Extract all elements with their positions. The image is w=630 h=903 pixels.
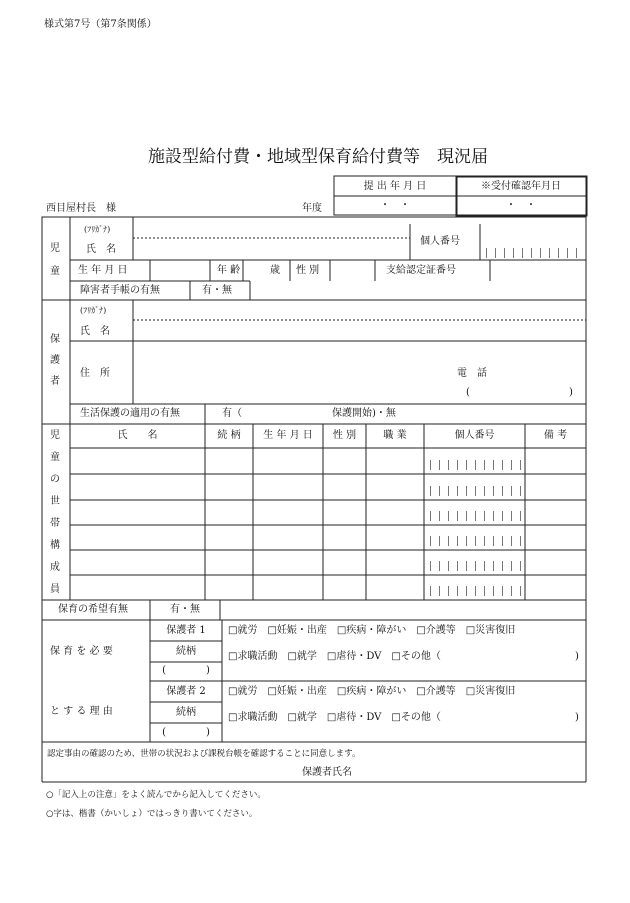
household-personal-number-field[interactable] — [430, 460, 529, 472]
guardian-name-label: 氏 名 — [80, 326, 110, 337]
child-name-field[interactable] — [134, 240, 409, 259]
guardian-furigana-field[interactable] — [134, 302, 584, 319]
child-age-unit: 歳 — [270, 265, 280, 276]
disability-card-choice[interactable]: 有・無 — [202, 285, 232, 296]
guardian-section-label-3: 者 — [50, 376, 60, 387]
child-furigana-field[interactable] — [134, 220, 409, 237]
household-personal-number-field[interactable] — [430, 561, 529, 573]
childcare-wish-label: 保育の希望有無 — [58, 604, 128, 615]
household-label-5: 帯 — [50, 518, 60, 529]
fiscal-year-label: 年度 — [302, 203, 322, 214]
consent-text: 認定事由の確認のため、世帯の状況および課税台帳を確認することに同意します。 — [47, 749, 361, 759]
guardian-phone-field[interactable] — [474, 385, 566, 401]
child-personal-number-field[interactable] — [486, 248, 585, 260]
col-header-occupation: 職 業 — [383, 430, 407, 441]
child-name-label: 氏 名 — [86, 244, 116, 255]
guardian2-label: 保護者 2 — [166, 686, 206, 697]
child-age-label: 年 齢 — [217, 265, 241, 276]
guardian2-relation-label: 続柄 — [176, 707, 196, 718]
household-label-1: 児 — [50, 430, 60, 441]
guardian-address-label: 住 所 — [80, 368, 110, 379]
guardian1-relation-field[interactable]: ( ) — [162, 665, 210, 676]
submission-date-field[interactable]: ・ ・ — [380, 200, 410, 211]
household-personal-number-field[interactable] — [430, 586, 529, 598]
receipt-date-label: ※受付確認年月日 — [481, 181, 561, 192]
form-number: 様式第7号（第7条関係） — [44, 19, 157, 30]
guardian-signature-field[interactable] — [360, 763, 580, 780]
child-section-label-1: 児 — [50, 243, 60, 254]
addressee: 西目屋村長 様 — [46, 203, 116, 214]
child-certificate-label: 支給認定証番号 — [386, 265, 456, 276]
child-personal-number-label: 個人番号 — [420, 236, 460, 247]
reason-label-2: と す る 理 由 — [50, 706, 113, 717]
guardian1-other-close: ) — [575, 651, 579, 662]
childcare-wish-choice[interactable]: 有・無 — [170, 604, 200, 615]
household-label-2: 童 — [50, 452, 60, 463]
guardian2-reasons-line1[interactable]: □就労 □妊娠・出産 □疾病・障がい □介護等 □災害復旧 — [228, 686, 516, 697]
form-title: 施設型給付費・地域型保育給付費等 現況届 — [148, 147, 488, 167]
guardian-signature-label: 保護者氏名 — [302, 767, 352, 778]
phone-paren-close: ) — [569, 387, 573, 398]
household-label-3: の — [50, 474, 60, 485]
guardian2-reasons-line2[interactable]: □求職活動 □就学 □虐待・DV □その他（ — [228, 712, 441, 723]
household-label-6: 構 — [50, 540, 60, 551]
phone-paren-open: ( — [466, 387, 470, 398]
guardian-section-label-2: 護 — [50, 355, 60, 366]
household-personal-number-field[interactable] — [430, 486, 529, 498]
col-header-name: 氏 名 — [117, 430, 158, 441]
guardian1-reasons-line1[interactable]: □就労 □妊娠・出産 □疾病・障がい □介護等 □災害復旧 — [228, 625, 516, 636]
col-header-personal-number: 個人番号 — [454, 430, 495, 441]
guardian1-reasons-line2[interactable]: □求職活動 □就学 □虐待・DV □その他（ — [228, 651, 441, 662]
guardian-phone-label: 電 話 — [457, 368, 487, 379]
reason-label-1: 保 育 を 必 要 — [50, 646, 113, 657]
guardian2-other-close: ) — [575, 712, 579, 723]
welfare-choice-no[interactable]: 保護開始)・無 — [332, 408, 396, 419]
col-header-birthdate: 生 年 月 日 — [263, 430, 313, 441]
col-header-notes: 備 考 — [543, 430, 568, 441]
child-furigana-label: (ﾌﾘｶﾞﾅ) — [84, 225, 111, 234]
col-header-sex: 性 別 — [332, 430, 357, 441]
child-sex-label: 性 別 — [296, 265, 320, 276]
household-label-4: 世 — [50, 496, 60, 507]
submission-date-label: 提 出 年 月 日 — [363, 181, 427, 192]
guardian2-relation-field[interactable]: ( ) — [162, 727, 210, 738]
household-personal-number-field[interactable] — [430, 511, 529, 523]
guardian1-label: 保護者 1 — [166, 625, 206, 636]
guardian-name-field[interactable] — [134, 322, 584, 340]
guardian-furigana-label: (ﾌﾘｶﾞﾅ) — [80, 306, 107, 315]
guardian1-relation-label: 続柄 — [176, 646, 196, 657]
welfare-label: 生活保護の適用の有無 — [80, 408, 180, 419]
child-section-label-2: 童 — [50, 266, 60, 277]
child-birthdate-label: 生 年 月 日 — [78, 265, 128, 276]
disability-card-label: 障害者手帳の有無 — [80, 285, 160, 296]
household-label-7: 成 — [50, 562, 60, 573]
note-2: ○字は、楷書（かいしょ）ではっきり書いてください。 — [46, 809, 258, 819]
household-personal-number-field[interactable] — [430, 536, 529, 548]
household-label-8: 員 — [50, 584, 60, 595]
note-1: ○「記入上の注意」をよく読んでから記入してください。 — [46, 790, 266, 800]
receipt-date-field[interactable]: ・ ・ — [506, 200, 536, 211]
guardian-address-field[interactable] — [134, 343, 434, 402]
guardian-section-label-1: 保 — [50, 334, 60, 345]
welfare-choice-yes[interactable]: 有（ — [222, 408, 242, 419]
col-header-relation: 続 柄 — [217, 430, 241, 441]
